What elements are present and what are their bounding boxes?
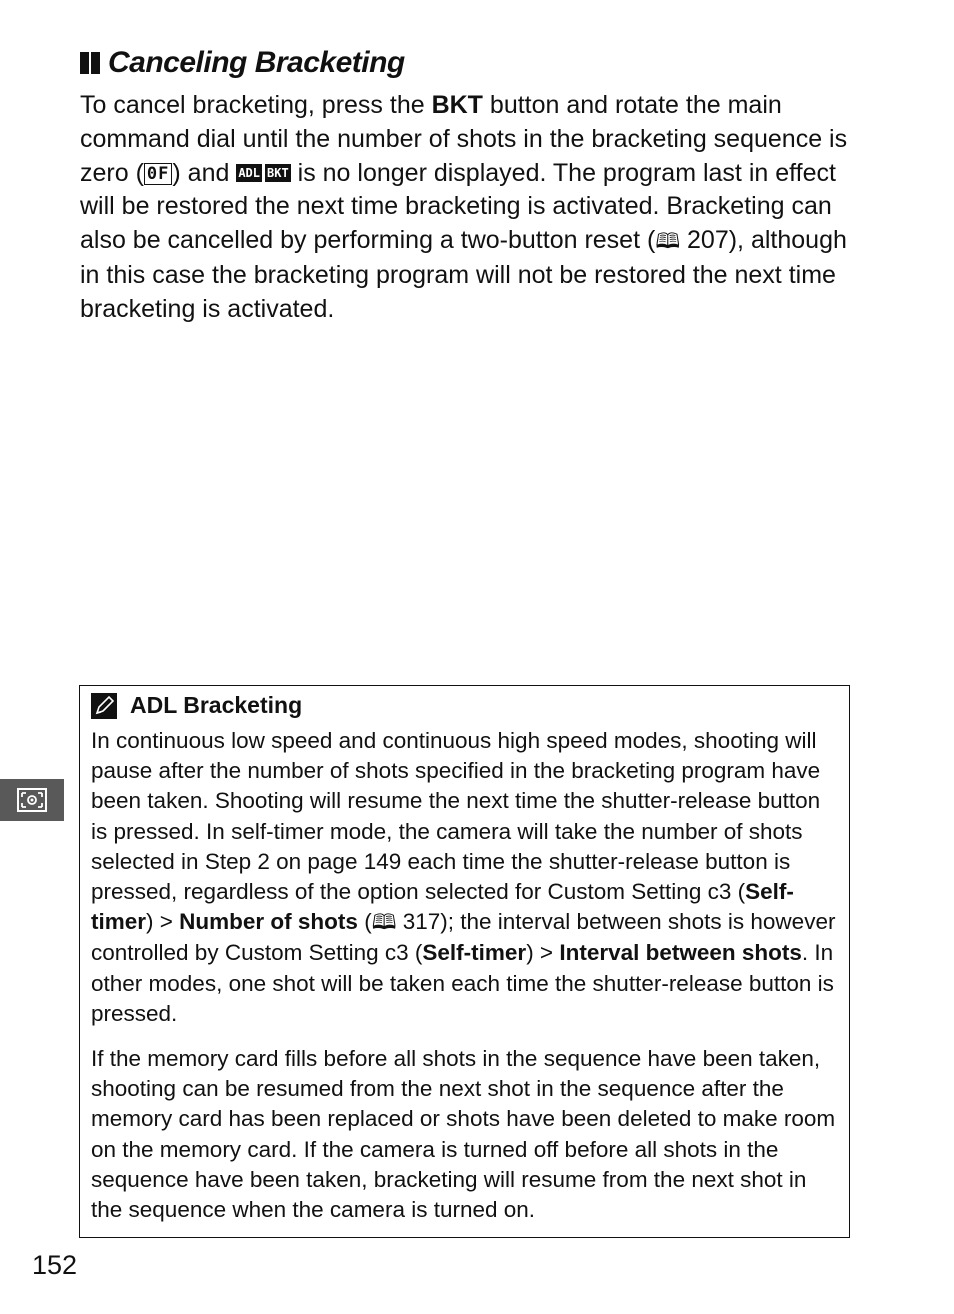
note-box (79, 685, 850, 1238)
menu-item-self-timer: Self-timer (422, 940, 527, 966)
bkt-indicator-icon: BKT (267, 165, 289, 180)
zero-shots-display-icon: 0F (144, 163, 172, 185)
note-paragraph-2: If the memory card fills before all shots in the sequence have been taken, shooting can be resumed from the next shot in the sequence after the memory card has been replaced or shots have been deleted to make room on the memory card. If the camera is turned off before all shots in the sequence have been taken, bracketing will resume from the next shot in the sequence when the camera is turned on. (91, 1046, 836, 1223)
body-text-segment: button and rotate the main command dial until the number of shots in the bracketing sequence is zero ( (80, 91, 848, 187)
menu-item-self-timer: Self-timer (91, 879, 794, 935)
chapter-tab (0, 779, 64, 821)
note-text-segment: In continuous low speed and continuous high speed modes, shooting will pause after the number of shots specified in the bracketing program have been taken. Shooting will resume the next time the shutter-release button is pressed. In self-timer mode, the camera will take the number of shots selected in Step 2 on page 149 each time the shutter-release button is pressed, regardless of the option selected for Custom Setting c3 ( (91, 728, 821, 905)
note-text-segment: ( (357, 909, 372, 935)
body-text-segment: 207), although in this case the bracketing program will not be restored the next time bracketing is activated. (80, 226, 847, 323)
body-text-segment: is no longer displayed. The program last in effect will be restored the next time bracketing is activated. Bracketing can also be cancelled by performing a two-button reset ( (80, 158, 836, 255)
body-text-segment: ) and (172, 158, 237, 187)
adl-indicator-icon: ADL (238, 165, 261, 180)
note-text-segment: . In other modes, one shot will be taken each time the shutter-release button is pressed. (91, 940, 834, 1026)
section-marker-icon (80, 52, 102, 74)
note-text-segment: 317); the interval between shots is however controlled by Custom Setting c3 ( (91, 909, 836, 966)
note-header (91, 692, 302, 719)
note-text-segment: ) > (146, 909, 180, 935)
note-title: ADL Bracketing (130, 692, 303, 718)
section-title: Canceling Bracketing (108, 46, 405, 79)
menu-item-number-of-shots: Number of shots (179, 909, 358, 935)
body-text-segment: To cancel bracketing, press the (80, 91, 432, 119)
section-heading (80, 46, 405, 80)
body-paragraph (80, 89, 870, 327)
page-number: 152 (32, 1250, 78, 1280)
camera-mode-icon (16, 787, 48, 813)
menu-item-interval-between-shots: Interval between shots (559, 940, 802, 966)
page-reference-icon: 🕮 (371, 911, 397, 935)
page-reference-icon: 🕮 (655, 230, 681, 254)
note-paragraph-1 (91, 726, 841, 1029)
pencil-note-icon (91, 693, 117, 719)
bkt-button-label: BKT (431, 91, 483, 119)
note-text-segment: ) > (526, 940, 560, 966)
